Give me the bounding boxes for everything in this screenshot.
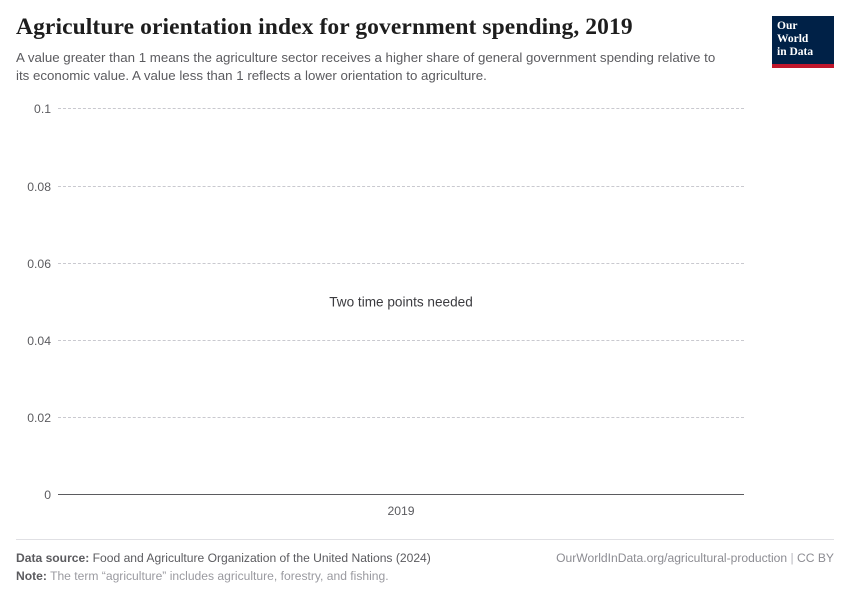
gridline: [27, 411, 744, 426]
y-axis-tick-label: 0.1: [34, 102, 51, 117]
logo-line-2: in Data: [777, 45, 814, 58]
gridline-zero: [44, 488, 744, 503]
x-axis-tick-label: 2019: [387, 504, 415, 519]
data-source: [16, 549, 431, 568]
gridline: [27, 179, 744, 194]
owid-url[interactable]: OurWorldInData.org/agricultural-production: [556, 550, 788, 565]
license-label[interactable]: CC BY: [797, 550, 834, 565]
gridline: [27, 334, 744, 349]
y-axis-tick-label: 0.04: [27, 334, 51, 349]
data-source-label: Data source:: [16, 550, 90, 565]
page-title: Agriculture orientation index for government spending, 2019: [16, 14, 633, 40]
y-axis-tick-label: 0.08: [27, 179, 51, 194]
our-world-in-data-logo[interactable]: [772, 16, 834, 68]
y-axis-tick-label: 0: [44, 488, 51, 503]
chart-header-text: [16, 14, 731, 85]
chart-footer: [16, 539, 834, 586]
chart-subtitle: A value greater than 1 means the agriculture sector receives a higher share of general government spending relative to its economic value. A value less than 1 reflects a lower orientation to agriculture.: [16, 49, 716, 84]
logo-line-1: Our World: [777, 20, 809, 45]
footer-source-row: [16, 549, 834, 568]
y-axis-tick-label: 0.02: [27, 411, 51, 426]
footer-credit[interactable]: [556, 549, 834, 568]
chart-axes: [27, 102, 744, 519]
y-axis-tick-label: 0.06: [27, 256, 51, 271]
chart-note: [16, 567, 389, 586]
chart-plot-area: [16, 97, 834, 537]
data-source-value: Food and Agriculture Organization of the United Nations (2024): [92, 550, 431, 565]
gridline: [34, 102, 744, 117]
footer-note-row: [16, 567, 834, 586]
chart-header: [16, 14, 834, 85]
note-value: The term “agriculture” includes agriculture, forestry, and fishing.: [50, 569, 389, 584]
note-label: Note:: [16, 569, 47, 584]
credit-separator: |: [790, 550, 794, 565]
gridline: [27, 256, 744, 271]
chart-empty-state-message: Two time points needed: [329, 294, 473, 310]
